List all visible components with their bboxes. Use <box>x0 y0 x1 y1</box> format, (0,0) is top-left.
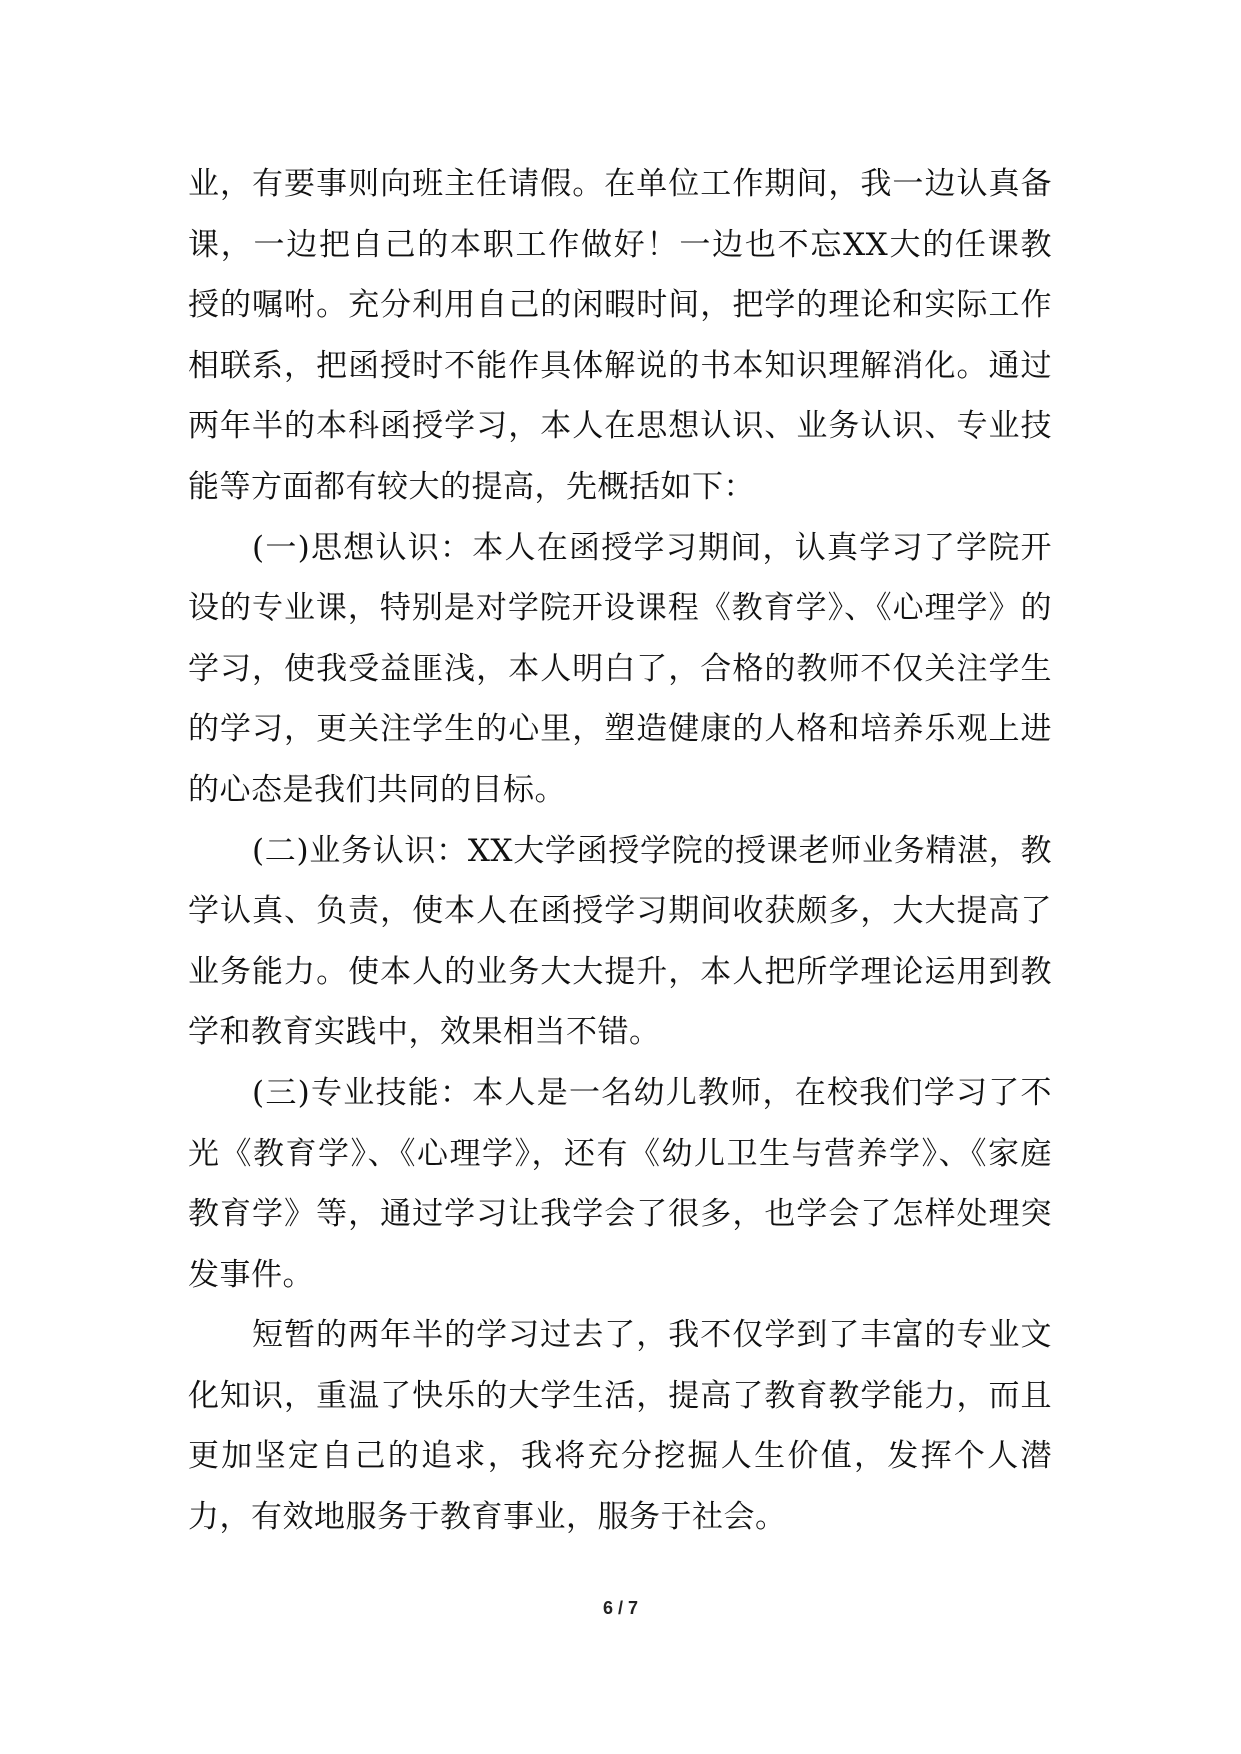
paragraph-ideological-awareness: (一)思想认识：本人在函授学习期间，认真学习了学院开设的专业课，特别是对学院开设课程《教育学》、《心理学》的学习，使我受益匪浅，本人明白了，合格的教师不仅关注学生的学习，更关注学生的心里，塑造健康的人格和培养乐观上进的心态是我们共同的目标。 <box>188 529 1052 808</box>
paragraph-conclusion: 短暂的两年半的学习过去了，我不仅学到了丰富的专业文化知识，重温了快乐的大学生活，提高了教育教学能力，而且更加坚定自己的追求，我将充分挖掘人生价值，发挥个人潜力，有效地服务于教育事业，服务于社会。 <box>188 1317 1052 1536</box>
paragraph-professional-awareness: (二)业务认识：XX大学函授学院的授课老师业务精湛，教学认真、负责，使本人在函授学习期间收获颇多，大大提高了业务能力。使本人的业务大大提升，本人把所学理论运用到教学和教育实践中，效果相当不错。 <box>188 832 1052 1051</box>
paragraph-continuation: 业，有要事则向班主任请假。在单位工作期间，我一边认真备课，一边把自己的本职工作做好！一边也不忘XX大的任课教授的嘱咐。充分利用自己的闲暇时间，把学的理论和实际工作相联系，把函授时不能作具体解说的书本知识理解消化。通过两年半的本科函授学习，本人在思想认识、业务认识、专业技能等方面都有较大的提高，先概括如下： <box>188 166 1052 505</box>
paragraph-professional-skills: (三)专业技能：本人是一名幼儿教师，在校我们学习了不光《教育学》、《心理学》，还有《幼儿卫生与营养学》、《家庭教育学》等，通过学习让我学会了很多，也学会了怎样处理突发事件。 <box>188 1074 1052 1293</box>
document-body <box>188 154 1052 1548</box>
page-number: 6 / 7 <box>602 1598 639 1618</box>
